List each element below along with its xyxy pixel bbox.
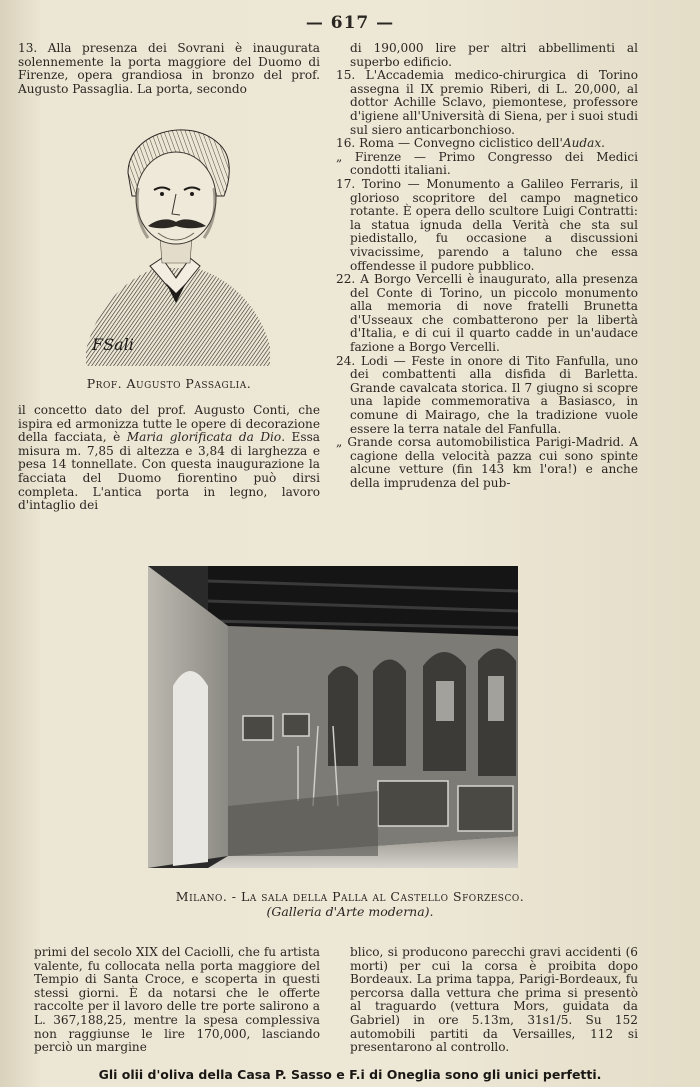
portrait-engraving	[78, 118, 274, 366]
portrait-caption: Prof. Augusto Passaglia.	[86, 376, 252, 391]
entry-17: 17. Torino — Monumento a Galileo Ferraris, il glorioso scopritore del campo magnetico rotante. È opera dello scultore Luigi Contratti: la statua ignuda della Verità che sta sul piedistallo, fu occasione a discussioni vivacissime, parendo a taluno che essa offendesse il pudore pubblico.	[336, 176, 638, 273]
photo-caption-main: Milano. - La sala della Palla al Castello Sforzesco.	[175, 889, 525, 904]
left-column-mid	[18, 404, 320, 513]
bottom-left-text: primi del secolo XIX del Caciolli, che fu artista valente, fu collocata nella porta maggiore del Tempio di Santa Croce, e scoperta in questi stessi giorni. È da notarsi che le offerte raccolte per il lavoro delle tre porte salirono a L. 367,188,25, mentre la spesa complessiva non raggiunse le lire 170,000, lasciando perciò un margine	[34, 945, 320, 1055]
entry-22: 22. A Borgo Vercelli è inaugurato, alla presenza del Conte di Torino, un piccolo monumento alla memoria di nove fratelli Brunetta d'Usseaux che combatterono per la libertà d'Italia, e di cui il quarto cadde in un'audace fazione a Borgo Vercelli.	[336, 272, 638, 355]
entry-16a	[336, 137, 638, 151]
entry-15: 15. L'Accademia medico-chirurgica di Torino assegna il IX premio Riberi, di L. 20,000, al dottor Achille Sclavo, piemontese, professore d'igiene all'Università di Siena, per i suoi studi sul siero anticarbonchioso.	[336, 68, 638, 137]
entry-24b: „ Grande corsa automobilistica Parigi-Madrid. A cagione della velocità pazza cui sono spinte alcune vetture (fin 143 km l'ora!) e anche della imprudenza del pub-	[336, 435, 638, 490]
entry-13: 13. Alla presenza dei Sovrani è inaugurata solennemente la porta maggiore del Duomo di Firenze, opera grandiosa in bronzo del prof. Augusto Passaglia. La porta, secondo	[18, 41, 320, 96]
gallery-interior-image	[148, 566, 518, 868]
photo-caption	[0, 889, 700, 919]
passaglia-description	[18, 404, 320, 513]
advertisement-footer: Gli olii d'oliva della Casa P. Sasso e F.i di Oneglia sono gli unici perfetti.	[98, 1067, 602, 1082]
entry-16a-italic: Audax.	[562, 136, 605, 151]
photo-caption-sub: (Galleria d'Arte moderna).	[266, 904, 434, 919]
entry-16a-text: 16. Roma — Convegno ciclistico dell'	[336, 136, 563, 151]
description-italic: Maria glorificata da Dio	[126, 430, 282, 445]
right-column-top	[336, 42, 638, 491]
continued-text: di 190,000 lire per altri abbellimenti al superbo edificio.	[350, 41, 638, 69]
left-column-top	[18, 42, 320, 96]
gallery-photograph	[148, 566, 518, 868]
bottom-right-column	[350, 946, 638, 1055]
portrait-signature: FSali	[92, 335, 134, 354]
page-number: — 617 —	[305, 13, 395, 33]
description-text-a: il concetto dato del prof. Augusto Conti, che ispira ed armonizza tutte le opere di decorazione della facciata, è	[18, 403, 320, 445]
entry-16b: „ Firenze — Primo Congresso dei Medici condotti italiani.	[336, 149, 638, 178]
bottom-right-text: blico, si producono parecchi gravi accidenti (6 morti) per cui la corsa è proibita dopo Bordeaux. La prima tappa, Parigi-Bordeaux, fu percorsa dalla vettura che prima si presentò al traguardo (vettura Mors, guidata da Gabriel) in ore 5.13m, 31s1/5. Su 152 automobili partiti da Versailles, 112 si presentarono al controllo.	[350, 945, 638, 1055]
description-text-b: . Essa misura m. 7,85 di altezza e 3,84 di larghezza e pesa 14 tonnellate. Con questa inaugurazione la facciata del Duomo fiorentino può dirsi completa. L'antica porta in legno, lavoro d'intaglio dei	[18, 430, 320, 513]
bottom-left-column	[18, 946, 320, 1055]
entry-24: 24. Lodi — Feste in onore di Tito Fanfulla, uno dei combattenti alla disfida di Barletta. Grande cavalcata storica. Il 7 giugno si scopre una lapide commemorativa a Basiasco, in comune di Mairago, che la tradizione vuole essere la terra natale del Fanfulla.	[336, 353, 638, 436]
